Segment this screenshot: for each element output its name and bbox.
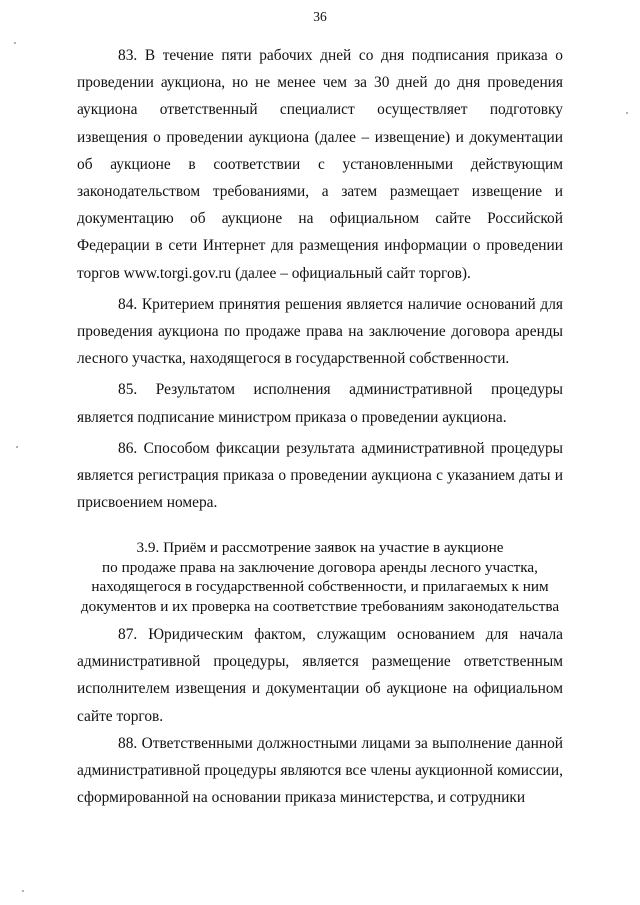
scan-speck [22,890,24,892]
body-text-upper [77,42,563,516]
paragraph-83: 83. В течение пяти рабочих дней со дня подписания приказа о проведении аукциона, но не менее чем за 30 дней до дня проведения аукциона ответственный специалист осуществляет подготовку извещения о проведении аукциона (далее – извещение) и документации об аукционе в соответствии с установленными действующим законодательством требованиями, а затем размещает извещение и документацию об аукционе на официальном сайте Российской Федерации в сети Интернет для размещения информации о проведении торгов www.torgi.gov.ru (далее – официальный сайт торгов). [77,47,563,282]
paragraph-86: 86. Способом фиксации результата административной процедуры является регистрация приказа о проведении аукциона с указанием даты и присвоением номера. [77,439,563,512]
paragraph-88: 88. Ответственными должностными лицами за выполнение данной административной процедуры являются все члены аукционной комиссии, сформированной на основании приказа министерства, и сотрудники [77,734,563,807]
scan-speck [14,42,16,44]
section-heading-line-3: находящегося в государственной собственности, и прилагаемых к ним [91,578,549,595]
paragraph-85: 85. Результатом исполнения административной процедуры является подписание министром приказа о проведении аукциона. [77,381,563,426]
scan-speck [16,446,18,448]
scan-speck [626,112,628,114]
section-heading-line-1: 3.9. Приём и рассмотрение заявок на участие в аукционе [136,539,504,556]
section-heading-3-9 [60,538,580,616]
body-text-lower [77,621,563,811]
section-heading-line-2: по продаже права на заключение договора аренды лесного участка, [102,558,538,576]
section-heading-line-4: документов и их проверка на соответствие требованиям законодательства [80,597,560,615]
paragraph-87: 87. Юридическим фактом, служащим основанием для начала административной процедуры, является размещение ответственным исполнителем извещения и документации об аукционе на официальном сайте торгов. [77,626,563,725]
paragraph-84: 84. Критерием принятия решения является наличие оснований для проведения аукциона по продаже права на заключение договора аренды лесного участка, находящегося в государственной собственности. [77,295,563,368]
page-number: 36 [313,9,327,24]
